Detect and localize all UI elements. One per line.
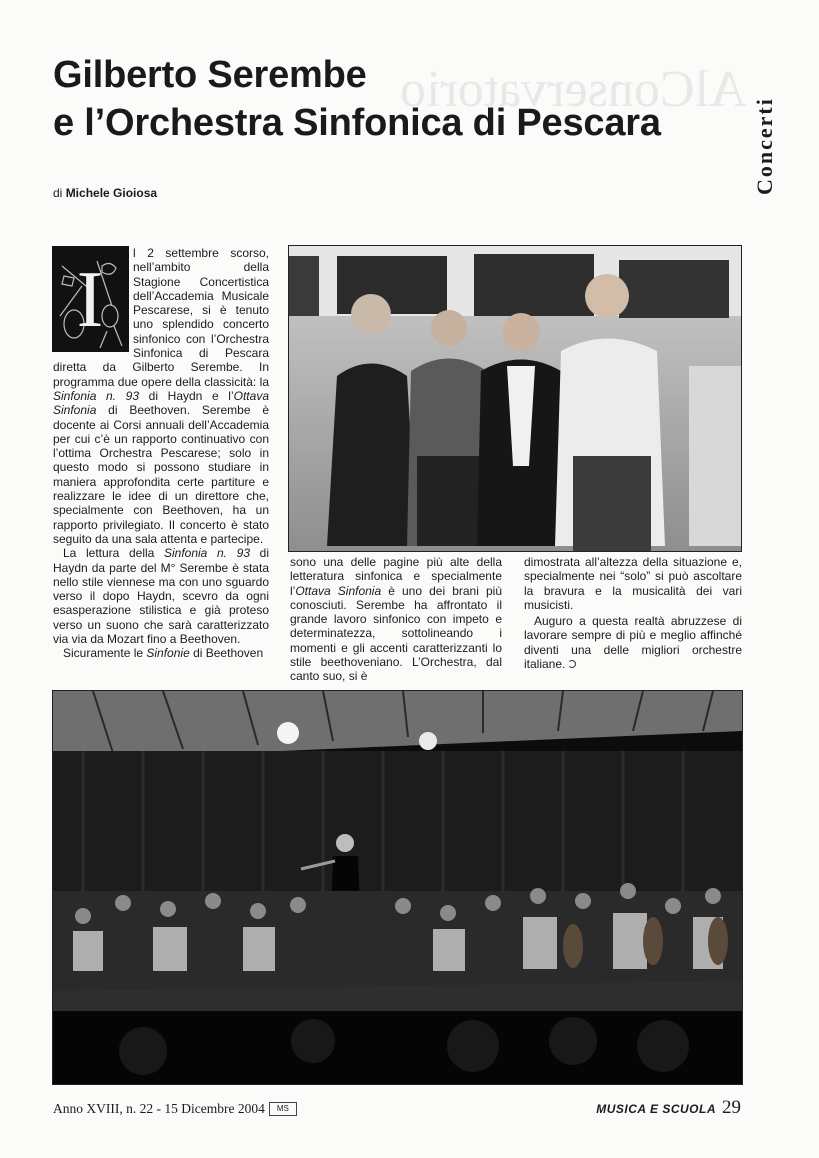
group-photo bbox=[288, 245, 742, 552]
text-run: di Beethoven. Serembe è docente ai Corsi annuali dell’Accademia per cui c’è un rapporto continuativo con l’ottima Orchestra Pescarese; solo in questo modo si possono studiare in maniera approfondita certe partiture e realizzare le idee di un direttore che, specialmente con Beethoven, ha un rapporto privilegiato. Il concerto è stato seguito da una sala attenta e partecipe. bbox=[53, 403, 269, 546]
page-number: 29 bbox=[722, 1097, 741, 1118]
work-title: Ottava Sinfonia bbox=[295, 583, 382, 598]
title-line-1: Gilberto Serembe bbox=[53, 54, 367, 96]
text-run: di Haydn da parte del M° Serembe è stata nello stile viennese ma con uno sguardo verso il dopo Haydn, scevro da ogni esasperazione stilistica e già proteso verso un suono che sarà caratterizzato via via da Mozart fino a Beethoven. bbox=[53, 546, 269, 647]
text-run: di Beethoven bbox=[189, 646, 264, 661]
title-line-2: e l’Orchestra Sinfonica di Pescara bbox=[53, 102, 661, 144]
work-title: Sinfonia n. 93 bbox=[163, 546, 250, 561]
section-label: Concerti bbox=[752, 97, 777, 195]
dropcap-letter: I bbox=[76, 256, 104, 344]
text-run: sono una delle pagine più alte della letteratura sinfonica e specialmente l’ bbox=[290, 555, 502, 598]
magazine-logo-icon: MS bbox=[269, 1102, 297, 1116]
text-run: l 2 settembre scorso, nell’ambito della Stagione Concertistica dell’Accademia Musicale Pescarese, si è tenuto uno splendido concerto sinfonico con l’Orchestra Sinfonica di Pescara diretta da Gilberto Serembe. In programma due opere della classicità: la bbox=[53, 246, 269, 389]
footer-brand bbox=[596, 1097, 741, 1119]
issue-info: Anno XVIII, n. 22 - 15 Dicembre 2004 bbox=[53, 1101, 265, 1116]
paragraph bbox=[53, 546, 269, 646]
bleed-through-text: AlConservatorio bbox=[400, 61, 747, 118]
text-run: di Haydn e l’ bbox=[139, 388, 234, 403]
work-title: Ottava Sinfonia bbox=[53, 388, 269, 418]
text-run: La lettura della bbox=[63, 546, 164, 561]
text-run: Auguro a questa realtà abruzzese di lavorare sempre di più e meglio affinché diventi una delle migliori orchestre italiane. bbox=[524, 614, 742, 672]
work-title: Sinfonia n. 93 bbox=[53, 388, 140, 403]
text-run: è uno dei brani più conosciuti. Serembe ha affrontato il grande lavoro sinfonico con impeto e determinatezza, sottolineando i momenti e gli accenti caratterizzanti lo stile beethoveniano. L’Orchestra, dal canto suo, si è bbox=[290, 583, 502, 684]
article-column-3 bbox=[524, 555, 742, 671]
page-title bbox=[53, 51, 743, 147]
article-column-2 bbox=[290, 555, 502, 684]
work-title: Sinfonie bbox=[146, 646, 190, 661]
paragraph bbox=[524, 614, 742, 671]
text-run: Sicuramente le bbox=[63, 646, 147, 661]
author-name: Michele Gioiosa bbox=[65, 186, 158, 200]
end-of-article-icon bbox=[568, 660, 576, 668]
magazine-name: MUSICA E SCUOLA bbox=[596, 1102, 716, 1116]
paragraph bbox=[290, 555, 502, 684]
footer-issue bbox=[53, 1101, 297, 1117]
paragraph bbox=[53, 646, 269, 660]
orchestra-photo bbox=[52, 690, 743, 1085]
article-column-1 bbox=[53, 246, 269, 661]
byline bbox=[53, 186, 157, 200]
paragraph: dimostrata all’altezza della situazione e, specialmente nei “solo” si può ascoltare la bravura e la musicalità dei vari musicisti. bbox=[524, 555, 742, 612]
byline-prefix: di bbox=[53, 186, 63, 200]
